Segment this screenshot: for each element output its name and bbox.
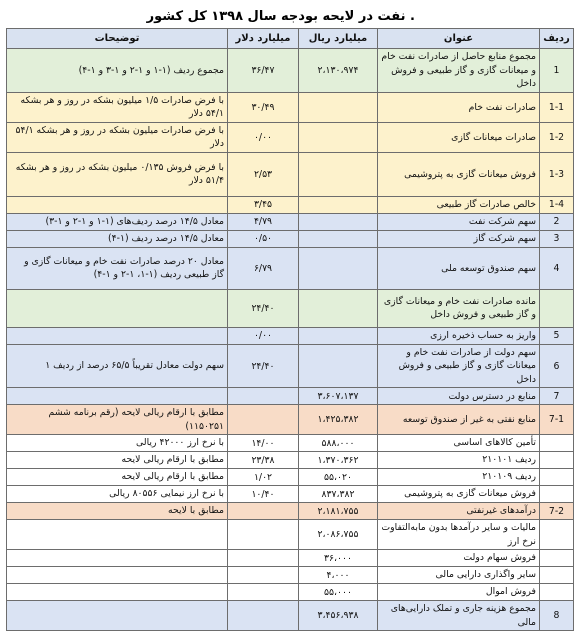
table-row bbox=[7, 584, 574, 601]
row-dollar-cell: ۱/۰۲ bbox=[228, 469, 299, 486]
row-index-cell bbox=[540, 584, 574, 601]
row-dollar-cell: ۳/۴۵ bbox=[228, 196, 299, 213]
row-title-cell: سایر واگذاری دارایی مالی bbox=[378, 567, 540, 584]
row-index-cell: 4 bbox=[540, 247, 574, 289]
row-index-cell bbox=[540, 550, 574, 567]
row-dollar-cell: ۶/۷۹ bbox=[228, 247, 299, 289]
row-title-cell: سهم شرکت گاز bbox=[378, 230, 540, 247]
table-row bbox=[7, 503, 574, 520]
page-title: . نفت در لایحه بودجه سال ۱۳۹۸ کل کشور bbox=[146, 9, 415, 24]
row-dollar-cell: ۲۴/۴۰ bbox=[228, 344, 299, 387]
row-description-cell bbox=[7, 584, 228, 601]
row-description-cell bbox=[7, 196, 228, 213]
row-description-cell bbox=[7, 550, 228, 567]
row-dollar-cell: ۲۳/۳۸ bbox=[228, 452, 299, 469]
row-dollar-cell: ۴/۷۹ bbox=[228, 213, 299, 230]
row-dollar-cell: ۳۰/۴۹ bbox=[228, 93, 299, 123]
row-dollar-cell bbox=[228, 388, 299, 405]
row-description-cell: با نرخ ارز ۴۲۰۰۰ ریالی bbox=[7, 435, 228, 452]
row-rial-cell bbox=[299, 122, 378, 152]
row-title-cell: درآمدهای غیرنفتی bbox=[378, 503, 540, 520]
row-description-cell bbox=[7, 289, 228, 327]
row-dollar-cell: ۱۰/۴۰ bbox=[228, 486, 299, 503]
row-rial-cell: ۵۵،۰۲۰ bbox=[299, 469, 378, 486]
row-description-cell bbox=[7, 601, 228, 631]
row-rial-cell: ۲،۰۸۶،۷۵۵ bbox=[299, 520, 378, 550]
row-description-cell: مطابق با ارقام ریالی لایحه bbox=[7, 469, 228, 486]
row-rial-cell bbox=[299, 196, 378, 213]
row-index-cell bbox=[540, 469, 574, 486]
row-title-cell: مالیات و سایر درآمدها بدون مابه‌التفاوت نرخ ارز bbox=[378, 520, 540, 550]
row-description-cell: با فرض فروش ۰/۱۳۵ میلیون بشکه در روز و هر بشکه ۵۱/۴ دلار bbox=[7, 152, 228, 196]
row-index-cell: 5 bbox=[540, 327, 574, 344]
table-row bbox=[7, 49, 574, 93]
row-index-cell: 2 bbox=[540, 213, 574, 230]
row-title-cell: فروش میعانات گازی به پتروشیمی bbox=[378, 486, 540, 503]
row-rial-cell bbox=[299, 93, 378, 123]
table-row bbox=[7, 567, 574, 584]
row-index-cell: 3 bbox=[540, 230, 574, 247]
table-row bbox=[7, 469, 574, 486]
row-title-cell: تأمین کالاهای اساسی bbox=[378, 435, 540, 452]
row-dollar-cell: ۰/۵۰ bbox=[228, 230, 299, 247]
row-index-cell bbox=[540, 520, 574, 550]
table-body bbox=[7, 49, 574, 631]
row-rial-cell bbox=[299, 230, 378, 247]
header-billion-rial: میلیارد ریال bbox=[299, 29, 378, 49]
row-title-cell: منابع در دسترس دولت bbox=[378, 388, 540, 405]
row-rial-cell: ۴،۰۰۰ bbox=[299, 567, 378, 584]
table-row bbox=[7, 289, 574, 327]
row-rial-cell: ۳۶،۰۰۰ bbox=[299, 550, 378, 567]
row-description-cell: معادل ۱۴/۵ درصد ردیف‌های (۱-۱ و ۱-۲ و ۱-۳) bbox=[7, 213, 228, 230]
row-title-cell: واریز به حساب ذخیره ارزی bbox=[378, 327, 540, 344]
row-title-cell: فروش میعانات گازی به پتروشیمی bbox=[378, 152, 540, 196]
row-description-cell bbox=[7, 327, 228, 344]
row-rial-cell: ۳،۶۰۷،۱۳۷ bbox=[299, 388, 378, 405]
row-rial-cell: ۸۳۷،۳۸۲ bbox=[299, 486, 378, 503]
row-index-cell: 7-1 bbox=[540, 405, 574, 435]
row-index-cell bbox=[540, 435, 574, 452]
row-description-cell: با نرخ ارز نیمایی ۸۰۵۵۶ ریالی bbox=[7, 486, 228, 503]
row-description-cell bbox=[7, 567, 228, 584]
row-description-cell: مطابق با ارقام ریالی لایحه bbox=[7, 452, 228, 469]
table-row bbox=[7, 93, 574, 123]
table-row bbox=[7, 344, 574, 387]
row-index-cell: 6 bbox=[540, 344, 574, 387]
row-title-cell: صادرات نفت خام bbox=[378, 93, 540, 123]
budget-table bbox=[6, 28, 574, 631]
table-row bbox=[7, 520, 574, 550]
row-rial-cell bbox=[299, 152, 378, 196]
row-description-cell: با فرض صادرات میلیون بشکه در روز و هر بشکه ۵۴/۱ دلار bbox=[7, 122, 228, 152]
row-rial-cell: ۲،۱۸۱،۷۵۵ bbox=[299, 503, 378, 520]
row-rial-cell: ۱،۳۷۰،۳۶۲ bbox=[299, 452, 378, 469]
row-title-cell: ردیف ۲۱۰۱۰۱ bbox=[378, 452, 540, 469]
table-row bbox=[7, 247, 574, 289]
row-description-cell: با فرض صادرات ۱/۵ میلیون بشکه در روز و هر بشکه ۵۴/۱ دلار bbox=[7, 93, 228, 123]
row-title-cell: فروش سهام دولت bbox=[378, 550, 540, 567]
row-dollar-cell bbox=[228, 601, 299, 631]
row-dollar-cell: ۳۶/۴۷ bbox=[228, 49, 299, 93]
row-description-cell: معادل ۲۰ درصد صادرات نفت خام و میعانات گازی و گاز طبیعی ردیف (۱-۱، ۱-۲ و ۱-۴) bbox=[7, 247, 228, 289]
row-dollar-cell bbox=[228, 567, 299, 584]
table-row bbox=[7, 435, 574, 452]
row-title-cell: خالص صادرات گاز طبیعی bbox=[378, 196, 540, 213]
row-rial-cell bbox=[299, 327, 378, 344]
row-title-cell: فروش اموال bbox=[378, 584, 540, 601]
row-dollar-cell bbox=[228, 550, 299, 567]
table-row bbox=[7, 601, 574, 631]
table-row bbox=[7, 405, 574, 435]
row-dollar-cell: ۰/۰۰ bbox=[228, 327, 299, 344]
row-index-cell: 1-4 bbox=[540, 196, 574, 213]
row-index-cell bbox=[540, 289, 574, 327]
table-row bbox=[7, 486, 574, 503]
row-index-cell bbox=[540, 567, 574, 584]
row-rial-cell: ۵۵،۰۰۰ bbox=[299, 584, 378, 601]
row-title-cell: منابع نفتی به غیر از صندوق توسعه bbox=[378, 405, 540, 435]
row-title-cell: مانده صادرات نفت خام و میعانات گازی و گاز طبیعی و فروش داخل bbox=[378, 289, 540, 327]
row-index-cell bbox=[540, 486, 574, 503]
table-row bbox=[7, 122, 574, 152]
row-index-cell: 1-3 bbox=[540, 152, 574, 196]
table-row bbox=[7, 230, 574, 247]
row-rial-cell bbox=[299, 247, 378, 289]
row-dollar-cell bbox=[228, 503, 299, 520]
row-index-cell: 1 bbox=[540, 49, 574, 93]
table-row bbox=[7, 550, 574, 567]
row-description-cell: سهم دولت معادل تقریباً ۶۵/۵ درصد از ردیف ۱ bbox=[7, 344, 228, 387]
table-row bbox=[7, 327, 574, 344]
row-dollar-cell bbox=[228, 405, 299, 435]
row-title-cell: سهم شرکت نفت bbox=[378, 213, 540, 230]
table-row bbox=[7, 452, 574, 469]
row-description-cell: مطابق با لایحه bbox=[7, 503, 228, 520]
header-billion-dollar: میلیارد دلار bbox=[228, 29, 299, 49]
row-description-cell: مطابق با ارقام ریالی لایحه (رقم برنامه ششم ۱۱۵۰۲۵۱) bbox=[7, 405, 228, 435]
row-index-cell: 7 bbox=[540, 388, 574, 405]
row-rial-cell: ۲،۱۳۰،۹۷۴ bbox=[299, 49, 378, 93]
table-row bbox=[7, 196, 574, 213]
row-rial-cell bbox=[299, 289, 378, 327]
row-description-cell bbox=[7, 520, 228, 550]
row-dollar-cell: ۱۴/۰۰ bbox=[228, 435, 299, 452]
row-description-cell: مجموع ردیف (۱-۱ و ۱-۲ و ۱-۳ و ۱-۴) bbox=[7, 49, 228, 93]
row-rial-cell: ۳،۴۵۶،۹۳۸ bbox=[299, 601, 378, 631]
row-rial-cell: ۱،۴۲۵،۳۸۲ bbox=[299, 405, 378, 435]
header-title: عنوان bbox=[378, 29, 540, 49]
row-title-cell: ردیف ۲۱۰۱۰۹ bbox=[378, 469, 540, 486]
row-index-cell: 1-1 bbox=[540, 93, 574, 123]
row-dollar-cell: ۲/۵۳ bbox=[228, 152, 299, 196]
row-dollar-cell bbox=[228, 520, 299, 550]
row-description-cell: معادل ۱۴/۵ درصد ردیف (۱-۴) bbox=[7, 230, 228, 247]
row-title-cell: صادرات میعانات گازی bbox=[378, 122, 540, 152]
row-dollar-cell: ۰/۰۰ bbox=[228, 122, 299, 152]
row-dollar-cell: ۲۴/۴۰ bbox=[228, 289, 299, 327]
table-row bbox=[7, 152, 574, 196]
row-title-cell: سهم دولت از صادرات نفت خام و میعانات گازی و گاز طبیعی و فروش داخل bbox=[378, 344, 540, 387]
table-header-row bbox=[7, 29, 574, 49]
row-dollar-cell bbox=[228, 584, 299, 601]
header-description: توضیحات bbox=[7, 29, 228, 49]
table-row bbox=[7, 213, 574, 230]
row-title-cell: مجموع منابع حاصل از صادرات نفت خام و میعانات گازی و گاز طبیعی و فروش داخل bbox=[378, 49, 540, 93]
row-rial-cell bbox=[299, 213, 378, 230]
row-index-cell: 1-2 bbox=[540, 122, 574, 152]
header-row-index: ردیف bbox=[540, 29, 574, 49]
row-title-cell: مجموع هزینه جاری و تملک دارایی‌های مالی bbox=[378, 601, 540, 631]
table-row bbox=[7, 388, 574, 405]
row-rial-cell bbox=[299, 344, 378, 387]
row-index-cell: 8 bbox=[540, 601, 574, 631]
row-description-cell bbox=[7, 388, 228, 405]
row-title-cell: سهم صندوق توسعه ملی bbox=[378, 247, 540, 289]
row-rial-cell: ۵۸۸،۰۰۰ bbox=[299, 435, 378, 452]
row-index-cell: 7-2 bbox=[540, 503, 574, 520]
row-index-cell bbox=[540, 452, 574, 469]
